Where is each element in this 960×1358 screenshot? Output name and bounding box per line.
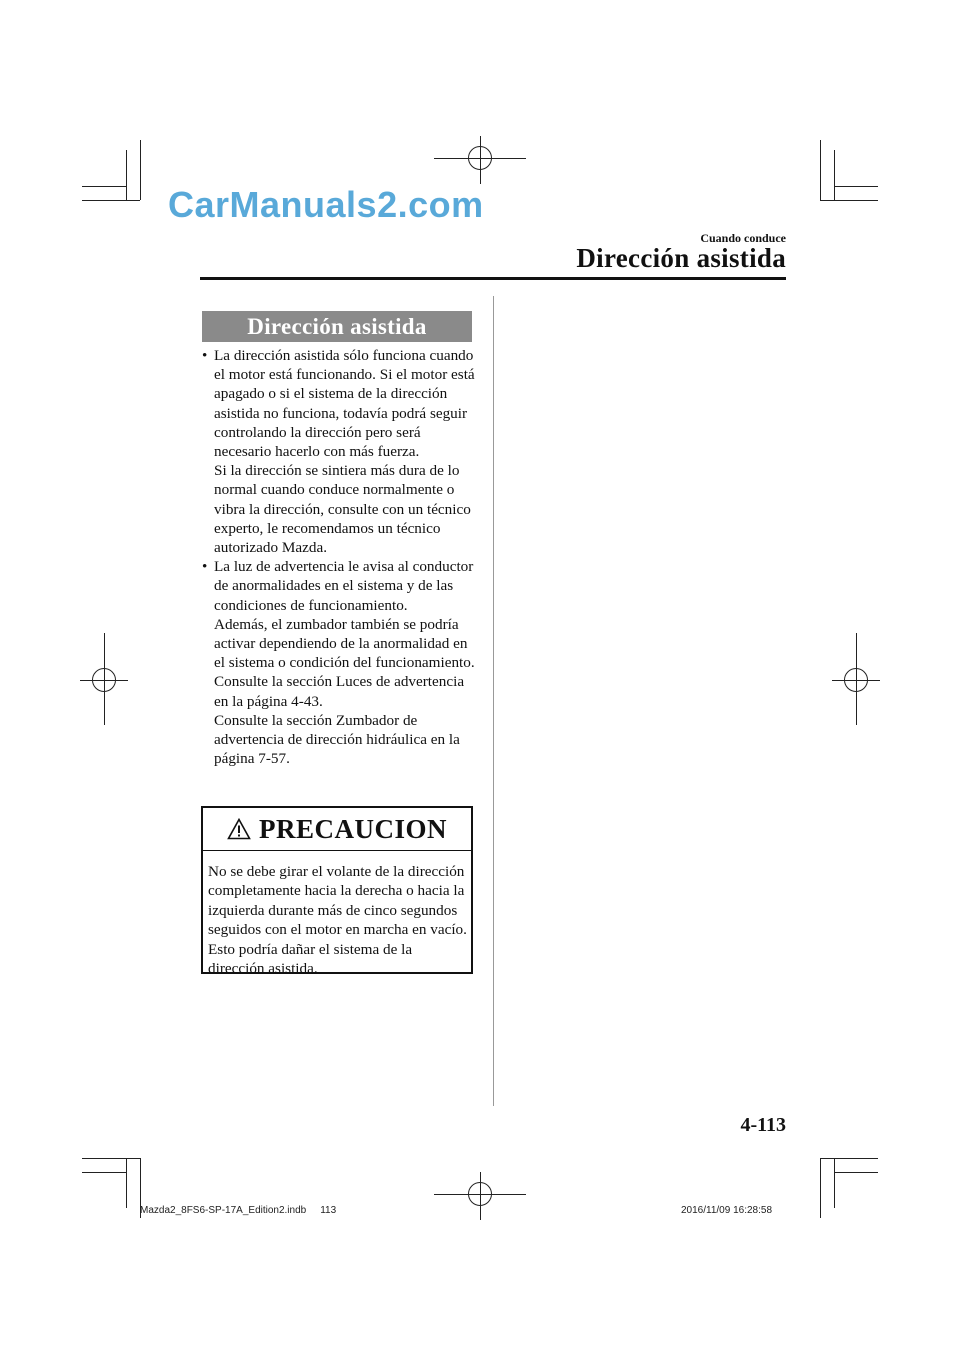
header-rule [200,277,786,280]
footer-file: Mazda2_8FS6-SP-17A_Edition2.indb [140,1205,307,1216]
watermark: CarManuals2.com [168,184,484,225]
footer-timestamp: 2016/11/09 16:28:58 [681,1205,773,1216]
warning-triangle-icon [227,818,251,840]
paragraph: La dirección asistida sólo funciona cuando el motor está funcionando. Si el motor está apagado o si el sistema de la dirección asistida no funciona, todavía podrá seguir controlando la dirección pero será necesario hacerlo con más fuerza. [214,347,475,461]
caution-box [201,806,473,978]
paragraph: Consulte la sección Luces de advertencia en la página 4-43. [214,673,465,710]
footer-sheet: 113 [320,1205,337,1216]
paragraph: Si la dirección se sintiera más dura de lo normal cuando conduce normalmente o vibra la dirección, consulte con un técnico experto, le recomendamos un técnico autorizado Mazda. [214,462,471,557]
section-title: Dirección asistida [576,243,786,273]
paragraph: Consulte la sección Zumbador de advertencia de dirección hidráulica en la página 7-57. [214,711,460,768]
chapter-label: Cuando conduce [700,231,786,245]
column-divider [493,296,494,1106]
bullet-dot: • [202,558,208,576]
page-number: 4-113 [740,1114,786,1136]
list-item [202,346,478,557]
footer-file-info [140,1205,350,1216]
caution-heading: PRECAUCION [258,813,447,844]
content-title: Dirección asistida [202,311,472,342]
caution-text: No se debe girar el volante de la dirección completamente hacia la derecha o hacia la izquierda durante más de cinco segundos seguidos con el motor en marcha en vacío. Esto podría dañar el sistema de la dirección asistida. [208,863,467,978]
list-item [202,557,478,768]
bullet-dot: • [202,347,208,364]
caution-header [203,808,471,851]
paragraph: Además, el zumbador también se podría activar dependiendo de la anormalidad en el sistema o condición del funcionamiento. [214,615,475,672]
paragraph: La luz de advertencia le avisa al conductor de anormalidades en el sistema y de las condiciones de funcionamiento. [214,558,474,614]
bullet-list [202,346,478,768]
